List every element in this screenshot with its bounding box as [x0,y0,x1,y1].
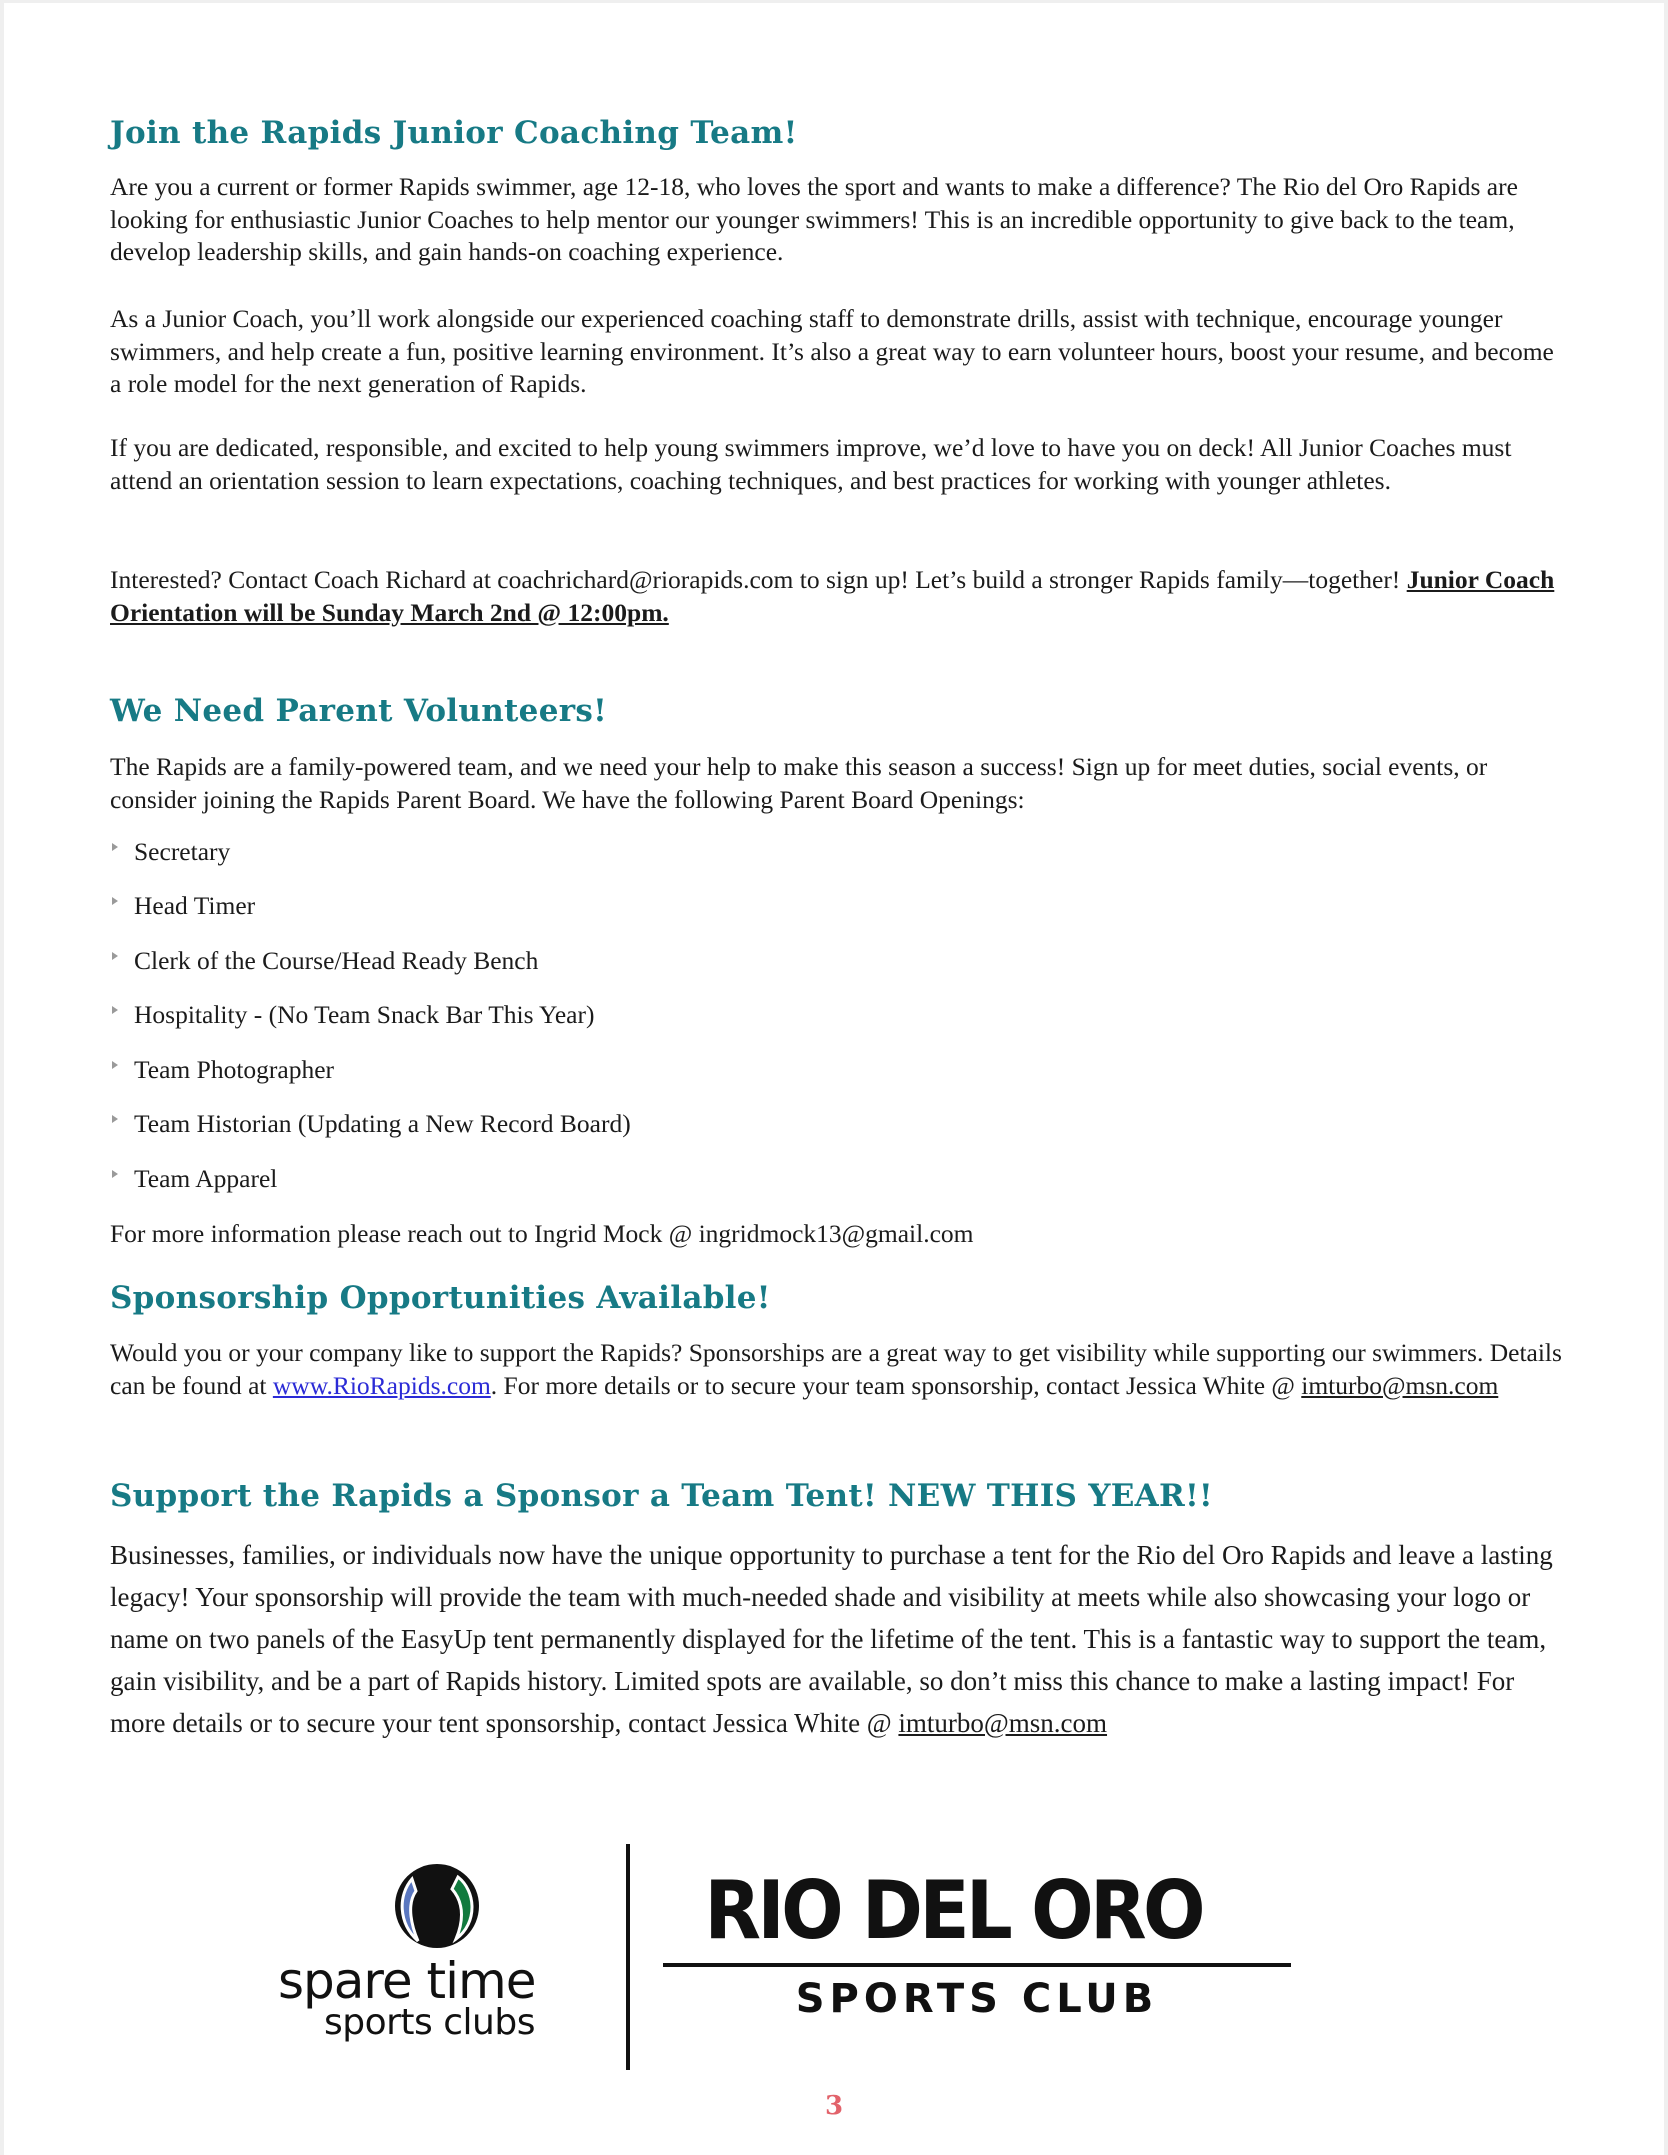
contact-text: Interested? Contact Coach Richard at coachrichard@riorapids.com to sign up! Let’s build a stronger Rapids family—together! [110,565,1407,594]
logo-divider [626,1844,630,2070]
page-number: 3 [824,2091,844,2121]
sponsorship-paragraph: Would you or your company like to support the Rapids? Sponsorships are a great way to get visibility while supporting our swimmers. Details can be found at www.RioRapids.com. For more details or to secure your team sponsorship, contact Jessica White @ imturbo@msn.com [110,1338,1562,1400]
bullet-triangle-icon [112,1006,118,1014]
spare-time-logo-line2: sports clubs [324,2002,535,2043]
bullet-triangle-icon [112,1115,118,1123]
sports-club-wordmark: SPORTS CLUB [795,1976,1159,2022]
junior-coaching-paragraph-3: If you are dedicated, responsible, and excited to help young swimmers improve, we’d love to have you on deck! All Junior Coaches must attend an orientation session to learn expectations, coaching techniques, and best practices for working with younger athletes. [110,433,1512,495]
sponsorship-email-link[interactable]: imturbo@msn.com [1301,1370,1499,1400]
spare-time-logo-line1: spare time [278,1952,536,2010]
junior-coaching-paragraph-2: As a Junior Coach, you’ll work alongside our experienced coaching staff to demonstrate drills, assist with technique, encourage younger swimmers, and help create a fun, positive learning environment. It’s also a great way to earn volunteer hours, boost your resume, and become a role model for the next generation of Rapids. [110,304,1554,398]
junior-coaching-heading: Join the Rapids Junior Coaching Team! [110,115,798,151]
parent-volunteers-heading: We Need Parent Volunteers! [110,693,608,729]
tent-sponsorship-heading: Support the Rapids a Sponsor a Team Tent! NEW THIS YEAR!! [110,1478,1213,1514]
rio-rapids-website-link[interactable]: www.RioRapids.com [272,1370,491,1400]
spare-time-swirl-icon [392,1861,482,1951]
rio-del-oro-rule [663,1963,1291,1967]
bullet-triangle-icon [112,897,118,905]
rio-del-oro-wordmark: RIO DEL ORO [704,1864,1202,1957]
bullet-triangle-icon [112,1170,118,1178]
parent-volunteers-intro: The Rapids are a family-powered team, and we need your help to make this season a success! Sign up for meet duties, social events, or consider joining the Rapids Parent Board. We have the following Parent Board Openings: [110,752,1488,814]
junior-coaching-paragraph-4 [110,564,1570,629]
bullet-triangle-icon [112,843,118,851]
bullet-triangle-icon [112,952,118,960]
orientation-notice: Junior Coach Orientation will be Sunday March 2nd @ 12:00pm. [110,565,1555,627]
sponsorship-heading: Sponsorship Opportunities Available! [110,1280,771,1316]
tent-email-link[interactable]: imturbo@msn.com [898,1708,1108,1738]
parent-volunteers-contact: For more information please reach out to Ingrid Mock @ ingridmock13@gmail.com [110,1219,974,1248]
document-page: Join the Rapids Junior Coaching Team! Are you a current or former Rapids swimmer, age 12-18, who loves the sport and wants to make a difference? The Rio del Oro Rapids are looking for enthusiastic Junior Coaches to help mentor our younger swimmers! This is an incredible opportunity to give back to the team, develop leadership skills, and gain hands-on coaching experience. As a Junior Coach, you’ll work alongside our experienced coaching staff to demonstrate drills, assist with technique, encourage younger swimmers, and help create a fun, positive learning environment. It’s also a great way to earn volunteer hours, boost your resume, and become a role model for the next generation of Rapids. If you are dedicated, responsible, and excited to help young swimmers improve, we’d love to have you on deck! All Junior Coaches must attend an orientation session to learn expectations, coaching techniques, and best practices for working with younger athletes. Interested? Contact Coach Richard at coachrichard@riorapids.com to sign up! Let’s build a stronger Rapids family—together! Junior Coach Orientation will be Sunday March 2nd @ 12:00pm. We Need Parent Volunteers! The Rapids are a family-powered team, and we need your help to make this season a success! Sign up for meet duties, social events, or consider joining the Rapids Parent Board. We have the following Parent Board Openings: Secretary Head Timer Clerk of the Course/Head Ready Bench Hospitality - (No Team Snack Bar This Year) Team Photographer Team Historian (Updating a New Record Board) Team Apparel For more information please reach out to Ingrid Mock @ ingridmock13@gmail.com Sponsorship Opportunities Available! Would you or your company like to support the Rapids? Sponsorships are a great way to get visibility while supporting our swimmers. Details can be found at www.RioRapids.com. For more details or to secure your team sponsorship, contact Jessica White @ imturbo@msn.com Support the Rapids a Sponsor a Team Tent! NEW THIS YEAR!! Businesses, families, or individuals now have the unique opportunity to purchase a tent for the Rio del Oro Rapids and leave a lasting legacy! Your sponsorship will provide the team with much-needed shade and visibility at meets while also showcasing your logo or name on two panels of the EasyUp tent permanently displayed for the lifetime of the tent. This is a fantastic way to support the team, gain visibility, and be a part of Rapids history. Limited spots are available, so don’t miss this chance to make a lasting impact! For more details or to secure your tent sponsorship, contact Jessica White @ imturbo@msn.com spare time sports clubs RIO DEL ORO SPORTS CLUB 3 [4,3,1664,2155]
junior-coaching-paragraph-1: Are you a current or former Rapids swimmer, age 12-18, who loves the sport and wants to make a difference? The Rio del Oro Rapids are looking for enthusiastic Junior Coaches to help mentor our younger swimmers! This is an incredible opportunity to give back to the team, develop leadership skills, and gain hands-on coaching experience. [110,172,1518,266]
tent-sponsorship-paragraph: Businesses, families, or individuals now have the unique opportunity to purchase a tent for the Rio del Oro Rapids and leave a lasting legacy! Your sponsorship will provide the team with much-needed shade and visibility at meets while also showcasing your logo or name on two panels of the EasyUp tent permanently displayed for the lifetime of the tent. This is a fantastic way to support the team, gain visibility, and be a part of Rapids history. Limited spots are available, so don’t miss this chance to make a lasting impact! For more details or to secure your tent sponsorship, contact Jessica White @ imturbo@msn.com [110,1540,1553,1738]
bullet-triangle-icon [112,1061,118,1069]
